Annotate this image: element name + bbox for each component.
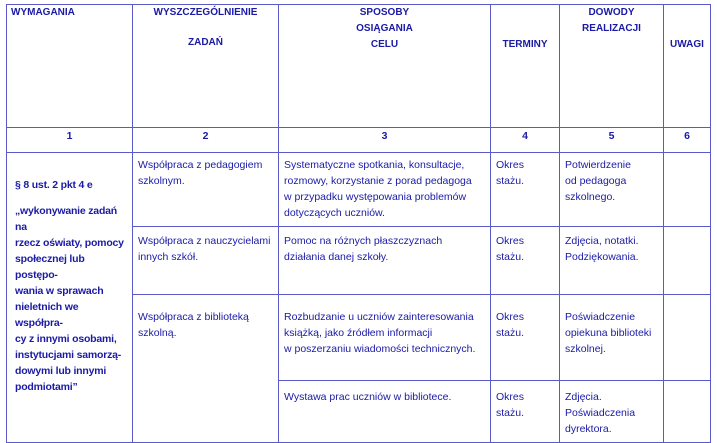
header-uwagi: UWAGI (664, 5, 711, 128)
method-cell: Rozbudzanie u uczniów zainteresowania książką, jako źródłem informacji w poszerzaniu wiadomości technicznych. (279, 295, 491, 381)
term-cell: Okres stażu. (491, 295, 560, 381)
evidence-cell: Poświadczenie opiekuna biblioteki szkolnej. (560, 295, 664, 381)
notes-cell (664, 295, 711, 381)
requirement-line: społecznej lub postępo- (15, 253, 85, 281)
requirement-ref: § 8 ust. 2 pkt 4 e (15, 179, 93, 191)
requirement-line: wania w sprawach (15, 285, 104, 297)
requirement-line: instytucjami samorzą- (15, 349, 122, 361)
column-number: 3 (279, 128, 491, 153)
number-row (7, 128, 711, 153)
evidence-cell: Zdjęcia. Poświadczenia dyrektora. (560, 381, 664, 443)
notes-cell (664, 381, 711, 443)
table-row (7, 153, 711, 227)
task-cell: Współpraca z pedagogiem szkolnym. (133, 153, 279, 227)
column-number: 5 (560, 128, 664, 153)
term-cell: Okres stażu. (491, 227, 560, 295)
header-dowody: DOWODY REALIZACJI (560, 5, 664, 128)
requirement-line: podmiotami” (15, 381, 78, 393)
method-cell: Pomoc na różnych płaszczyznach działania danej szkoły. (279, 227, 491, 295)
requirement-line: rzecz oświaty, pomocy (15, 237, 124, 249)
requirement-cell (7, 153, 133, 443)
column-number: 6 (664, 128, 711, 153)
task-cell: Współpraca z biblioteką szkolną. (133, 295, 279, 443)
notes-cell (664, 153, 711, 227)
notes-cell (664, 227, 711, 295)
method-cell: Systematyczne spotkania, konsultacje, rozmowy, korzystanie z porad pedagoga w przypadku występowania problemów dotyczących uczniów. (279, 153, 491, 227)
requirement-line: „wykonywanie zadań na (15, 205, 118, 233)
header-wymagania: WYMAGANIA (7, 5, 133, 128)
requirement-line: cy z innymi osobami, (15, 333, 117, 345)
column-number: 1 (7, 128, 133, 153)
task-cell: Współpraca z nauczycielami innych szkół. (133, 227, 279, 295)
term-cell: Okres stażu. (491, 381, 560, 443)
requirement-line: dowymi lub innymi (15, 365, 107, 377)
requirement-line: nieletnich we współpra- (15, 301, 79, 329)
header-wyszczegolnienie: WYSZCZEGÓLNIENIE ZADAŃ (133, 5, 279, 128)
method-cell: Wystawa prac uczniów w bibliotece. (279, 381, 491, 443)
column-number: 2 (133, 128, 279, 153)
evidence-cell: Potwierdzenie od pedagoga szkolnego. (560, 153, 664, 227)
column-number: 4 (491, 128, 560, 153)
term-cell: Okres stażu. (491, 153, 560, 227)
header-row (7, 5, 711, 128)
header-sposoby: SPOSOBY OSIĄGANIA CELU (279, 5, 491, 128)
header-terminy: TERMINY (491, 5, 560, 128)
development-plan-table (6, 4, 711, 443)
evidence-cell: Zdjęcia, notatki. Podziękowania. (560, 227, 664, 295)
